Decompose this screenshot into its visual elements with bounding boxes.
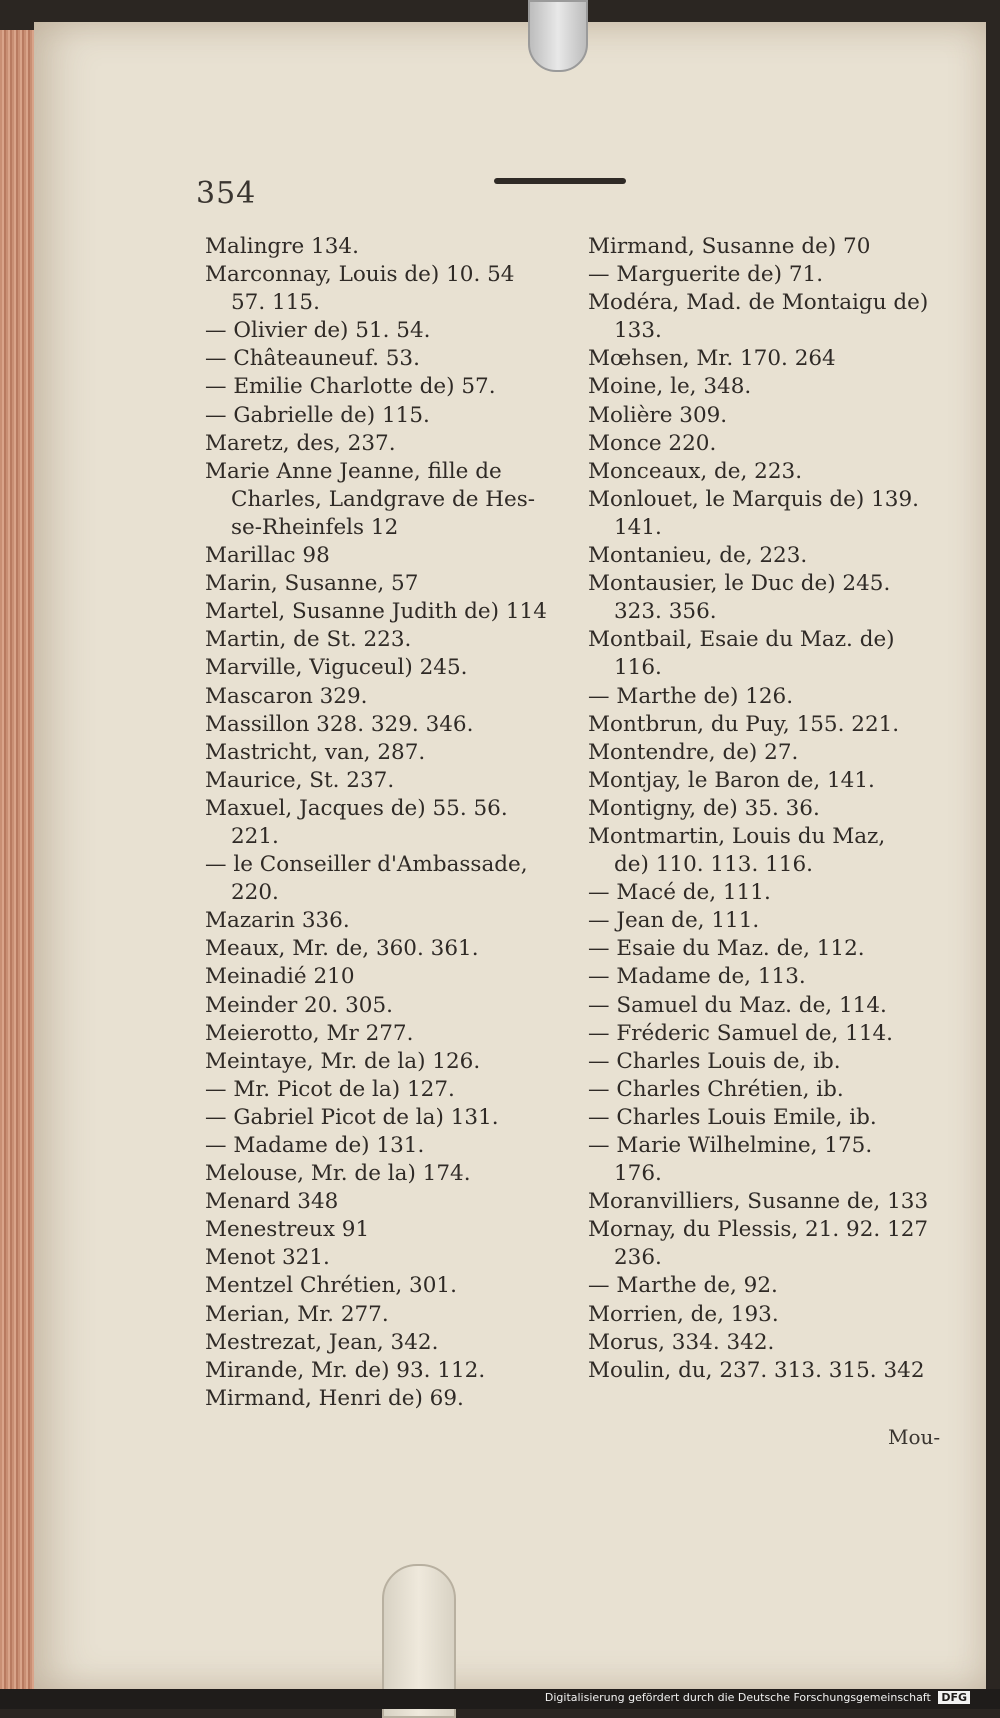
- index-entry: — Gabriel Picot de la) 131.: [205, 1104, 499, 1130]
- index-entry: Maurice, St. 237.: [205, 767, 395, 793]
- index-entry: Meierotto, Mr 277.: [205, 1020, 414, 1046]
- index-entry: — Marthe de) 126.: [588, 683, 794, 709]
- catchword: Mou-: [888, 1425, 941, 1449]
- index-entry: — Samuel du Maz. de, 114.: [588, 992, 887, 1018]
- index-entry: Menard 348: [205, 1189, 339, 1215]
- index-entry: Malingre 134.: [205, 234, 359, 259]
- index-entry: — Charles Louis Emile, ib.: [588, 1104, 877, 1130]
- index-entry: Monceaux, de, 223.: [588, 458, 803, 484]
- book-page-edge: [0, 30, 36, 1690]
- index-entry: Morus, 334. 342.: [588, 1329, 775, 1355]
- index-entry: Mentzel Chrétien, 301.: [205, 1273, 457, 1299]
- index-entry: Mascaron 329.: [205, 683, 368, 709]
- index-entry: Mestrezat, Jean, 342.: [205, 1329, 439, 1355]
- index-entry: de) 110. 113. 116.: [614, 852, 813, 878]
- index-entry: 141.: [614, 514, 662, 540]
- dfg-logo: DFG: [938, 1691, 970, 1704]
- index-entry: Moine, le, 348.: [588, 374, 752, 400]
- index-entry: — Marthe de, 92.: [588, 1273, 778, 1299]
- index-entry: Montjay, le Baron de, 141.: [588, 767, 875, 793]
- index-entry: — Marie Wilhelmine, 175.: [588, 1133, 873, 1158]
- index-entry: Montbail, Esaie du Maz. de): [588, 627, 895, 653]
- index-entry: Charles, Landgrave de Hes-: [231, 486, 536, 512]
- index-entry: Montausier, le Duc de) 245.: [588, 571, 891, 597]
- index-entry: — Emilie Charlotte de) 57.: [205, 374, 496, 400]
- index-entry: Modéra, Mad. de Montaigu de): [588, 290, 929, 316]
- index-entry: 133.: [614, 318, 662, 344]
- index-entry: Maxuel, Jacques de) 55. 56.: [205, 795, 508, 821]
- footer-credit-text: Digitalisierung gefördert durch die Deutsche Forschungsgemeinschaft: [544, 1691, 931, 1704]
- index-entry: — Macé de, 111.: [588, 880, 771, 906]
- page-number: 354: [196, 176, 257, 211]
- index-entry: Mazarin 336.: [205, 908, 350, 934]
- index-entry: Montanieu, de, 223.: [588, 543, 808, 569]
- index-entry: — Mr. Picot de la) 127.: [205, 1076, 455, 1102]
- index-entry: Meinder 20. 305.: [205, 992, 393, 1018]
- index-entry: Montbrun, du Puy, 155. 221.: [588, 711, 900, 737]
- index-entry: — Jean de, 111.: [588, 908, 760, 934]
- index-entry: — Fréderic Samuel de, 114.: [588, 1020, 894, 1046]
- index-entry: Martin, de St. 223.: [205, 627, 412, 653]
- index-entry: Montendre, de) 27.: [588, 739, 799, 765]
- index-entry: Mornay, du Plessis, 21. 92. 127: [588, 1217, 929, 1243]
- index-entry: Mirmand, Henri de) 69.: [205, 1385, 464, 1411]
- index-entry: Marin, Susanne, 57: [205, 571, 419, 597]
- index-entry: — Gabrielle de) 115.: [205, 402, 430, 428]
- index-entry: 221.: [231, 823, 279, 849]
- index-entry: Mirmand, Susanne de) 70: [588, 234, 871, 259]
- index-entry: 323. 356.: [614, 599, 717, 625]
- index-entry: — Esaie du Maz. de, 112.: [588, 936, 865, 962]
- footer-credit: [545, 1691, 970, 1704]
- index-entry: — Charles Louis de, ib.: [588, 1048, 841, 1074]
- index-entry: Merian, Mr. 277.: [205, 1301, 389, 1327]
- index-entry: Montigny, de) 35. 36.: [588, 795, 820, 821]
- index-entry: Marie Anne Jeanne, fille de: [205, 458, 502, 484]
- index-entry: 57. 115.: [231, 290, 320, 316]
- index-entry: Menot 321.: [205, 1245, 330, 1271]
- index-entry: Martel, Susanne Judith de) 114: [205, 599, 547, 625]
- index-entry: 236.: [614, 1245, 662, 1271]
- index-entry: Marillac 98: [205, 543, 330, 569]
- index-entry: Melouse, Mr. de la) 174.: [205, 1161, 471, 1187]
- index-entry: Marconnay, Louis de) 10. 54: [205, 262, 515, 288]
- index-column-left: [205, 233, 550, 1413]
- index-entry: Moulin, du, 237. 313. 315. 342: [588, 1357, 925, 1383]
- index-entry: Mœhsen, Mr. 170. 264: [588, 346, 836, 372]
- index-column-right: [588, 233, 948, 1385]
- index-entry: 176.: [614, 1161, 662, 1187]
- index-entry: se-Rheinfels 12: [231, 514, 399, 540]
- index-entry: Monce 220.: [588, 430, 717, 456]
- index-entry: Montmartin, Louis du Maz,: [588, 823, 886, 849]
- index-entry: Morrien, de, 193.: [588, 1301, 779, 1327]
- page-clip-top: [528, 0, 588, 72]
- index-entry: — Madame de, 113.: [588, 964, 806, 990]
- index-entry: Meaux, Mr. de, 360. 361.: [205, 936, 479, 962]
- header-rule: [494, 178, 626, 184]
- index-entry: Menestreux 91: [205, 1217, 370, 1243]
- index-entry: Mirande, Mr. de) 93. 112.: [205, 1357, 486, 1383]
- index-entry: Maretz, des, 237.: [205, 430, 396, 456]
- index-entry: Mastricht, van, 287.: [205, 739, 426, 765]
- index-entry: Monlouet, le Marquis de) 139.: [588, 486, 919, 512]
- index-entry: — Marguerite de) 71.: [588, 262, 824, 288]
- index-entry: Marville, Viguceul) 245.: [205, 655, 468, 681]
- index-entry: Meintaye, Mr. de la) 126.: [205, 1048, 481, 1074]
- index-entry: Moranvilliers, Susanne de, 133: [588, 1189, 929, 1215]
- index-entry: — le Conseiller d'Ambassade,: [205, 852, 528, 878]
- index-entry: Meinadié 210: [205, 964, 355, 990]
- index-entry: Molière 309.: [588, 402, 728, 428]
- index-entry: 116.: [614, 655, 662, 681]
- index-entry: — Madame de) 131.: [205, 1133, 425, 1158]
- index-entry: — Olivier de) 51. 54.: [205, 318, 431, 344]
- index-entry: — Châteauneuf. 53.: [205, 346, 420, 372]
- index-entry: — Charles Chrétien, ib.: [588, 1076, 844, 1102]
- index-entry: 220.: [231, 880, 279, 906]
- index-entry: Massillon 328. 329. 346.: [205, 711, 474, 737]
